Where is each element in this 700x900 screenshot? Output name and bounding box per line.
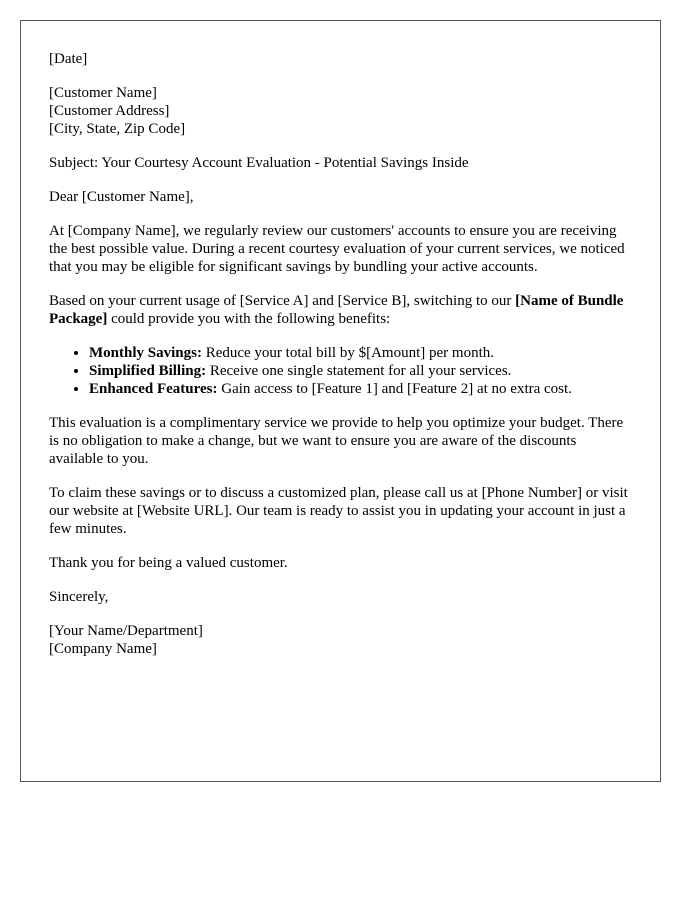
bundle-paragraph	[49, 292, 632, 328]
letter	[20, 20, 661, 782]
benefit-title: Simplified Billing:	[89, 363, 207, 379]
date: [Date]	[49, 51, 88, 67]
recipient-city: [City, State, Zip Code]	[49, 121, 186, 137]
benefits-list	[49, 344, 632, 398]
recipient-address: [Customer Address]	[49, 103, 170, 119]
bundle-text-after: could provide you with the following benefits:	[107, 311, 391, 327]
contact-paragraph: To claim these savings or to discuss a customized plan, please call us at [Phone Number] or visit our website at [Website URL]. Our team is ready to assist you in updating your account in just a few minutes.	[49, 485, 628, 537]
intro-paragraph: At [Company Name], we regularly review our customers' accounts to ensure you are receiving the best possible value. During a recent courtesy evaluation of your current services, we noticed that you may be eligible for significant savings by bundling your active accounts.	[49, 223, 625, 275]
bundle-package-name: [Name of Bundle Package]	[49, 293, 624, 327]
benefit-text: Receive one single statement for all your services.	[206, 363, 512, 379]
benefit-title: Monthly Savings:	[89, 345, 202, 361]
signature-block	[49, 622, 632, 658]
benefit-item	[89, 380, 632, 398]
closing: Sincerely,	[49, 589, 109, 605]
evaluation-paragraph: This evaluation is a complimentary service we provide to help you optimize your budget. There is no obligation to make a change, but we want to ensure you are aware of the discounts available to you.	[49, 415, 624, 467]
salutation: Dear [Customer Name],	[49, 189, 194, 205]
recipient-name: [Customer Name]	[49, 85, 157, 101]
benefit-item	[89, 362, 632, 380]
benefit-title: Enhanced Features:	[89, 381, 218, 397]
signature-company: [Company Name]	[49, 641, 157, 657]
subject-line: Subject: Your Courtesy Account Evaluation - Potential Savings Inside	[49, 155, 469, 171]
benefit-text: Gain access to [Feature 1] and [Feature 2] at no extra cost.	[217, 381, 572, 397]
benefit-text: Reduce your total bill by $[Amount] per month.	[201, 345, 494, 361]
thanks-line: Thank you for being a valued customer.	[49, 555, 288, 571]
signature-name: [Your Name/Department]	[49, 623, 203, 639]
benefit-item	[89, 344, 632, 362]
bundle-text-before: Based on your current usage of [Service A] and [Service B], switching to our	[49, 293, 516, 309]
recipient-block	[49, 84, 632, 138]
